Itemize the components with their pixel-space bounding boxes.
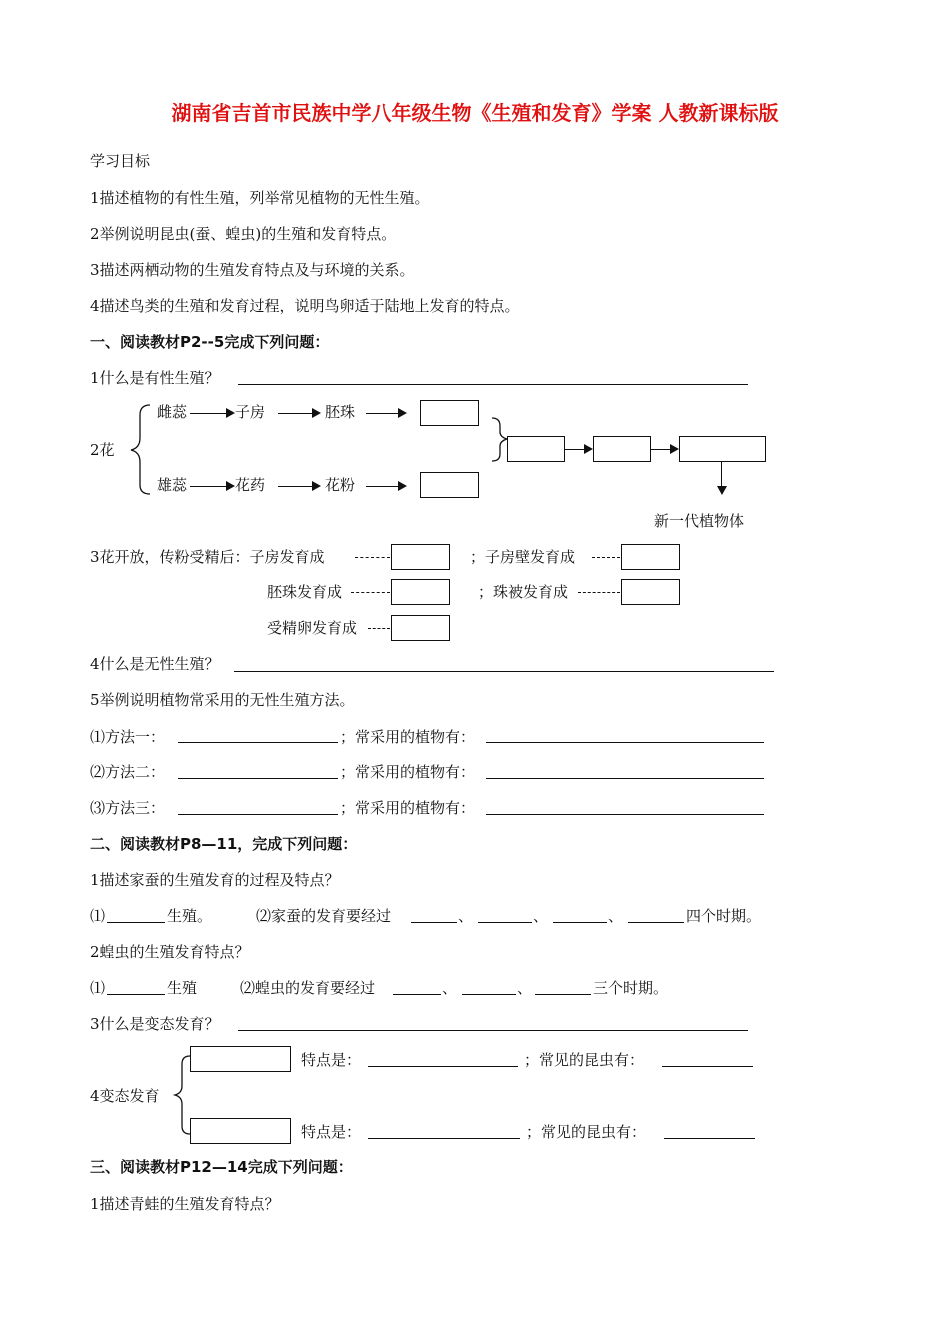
method-2-plants-label: ；常采用的植物有： [340,763,476,781]
feature-blank-1[interactable] [368,1066,518,1067]
answer-box-complete-metamorphosis[interactable] [190,1046,291,1072]
pollen-label: 花粉 [325,476,356,494]
s2-q2-b-pre: ⑵蝗虫的发育要经过 [240,979,376,997]
s2-q2-b-post: 三个时期。 [593,979,669,997]
common-insects-blank-2[interactable] [664,1138,755,1139]
new-plant-label: 新一代植物体 [654,512,745,530]
s2-q4-label: 4变态发育 [90,1087,160,1105]
objective-4: 4描述鸟类的生殖和发育过程，说明鸟卵适于陆地上发育的特点。 [90,297,520,315]
s1-q4: 4什么是无性生殖？ [90,655,220,673]
flower-label: 2花 [90,441,115,459]
common-insects-label-2: ；常见的昆虫有： [526,1123,647,1141]
s1-q3-integument: ；珠被发育成 [478,583,569,601]
answer-box-incomplete-metamorphosis[interactable] [190,1118,291,1144]
section2-heading: 二、阅读教材P8—11，完成下列问题： [90,835,358,853]
s1-q3-ovary-wall: ；子房壁发育成 [470,548,576,566]
s2-q1: 1描述家蚕的生殖发育的过程及特点？ [90,871,340,889]
s2-q2: 2蝗虫的生殖发育特点？ [90,943,250,961]
objective-3: 3描述两栖动物的生殖发育特点及与环境的关系。 [90,261,415,279]
s2-q3: 3什么是变态发育？ [90,1015,220,1033]
s1-q5: 5举例说明植物常采用的无性生殖方法。 [90,691,355,709]
feature-blank-2[interactable] [368,1138,520,1139]
ovary-label: 子房 [235,403,266,421]
s3-q1: 1描述青蛙的生殖发育特点？ [90,1195,280,1213]
separator: 、 [442,979,458,997]
s2-q2-a-pre: ⑴ [90,979,106,997]
common-insects-label-1: ；常见的昆虫有： [524,1051,645,1069]
objectives-heading: 学习目标 [90,152,151,170]
ovule-label: 胚珠 [325,403,356,421]
anther-label: 花药 [235,476,266,494]
separator: 、 [533,907,549,925]
objective-2: 2举例说明昆虫(蚕、蝗虫)的生殖和发育特点。 [90,225,397,243]
separator: 、 [458,907,474,925]
pistil-label: 雌蕊 [157,403,188,421]
separator: 、 [517,979,533,997]
separator: 、 [608,907,624,925]
stamen-label: 雄蕊 [157,476,188,494]
feature-label-2: 特点是： [301,1123,362,1141]
method-1-plants-label: ；常采用的植物有： [340,728,476,746]
method-3-label: ⑶方法三： [90,799,166,817]
s1-q1: 1什么是有性生殖？ [90,369,220,387]
s2-q1-a-post: 生殖。 [167,907,213,925]
s1-q3-zygote: 受精卵发育成 [267,619,358,637]
section1-heading: 一、阅读教材P2--5完成下列问题： [90,333,330,351]
s2-q1-b-post: 四个时期。 [686,907,762,925]
s2-q1-b-pre: ⑵家蚕的发育要经过 [256,907,392,925]
feature-label-1: 特点是： [301,1051,362,1069]
s1-q3-ovary: 3花开放，传粉受精后：子房发育成 [90,548,325,566]
method-2-label: ⑵方法二： [90,763,166,781]
page-title: 湖南省吉首市民族中学八年级生物《生殖和发育》学案 人教新课标版 [171,101,779,125]
objective-1: 1描述植物的有性生殖，列举常见植物的无性生殖。 [90,189,430,207]
s1-q3-ovule: 胚珠发育成 [267,583,343,601]
method-1-label: ⑴方法一： [90,728,166,746]
method-3-plants-label: ；常采用的植物有： [340,799,476,817]
section3-heading: 三、阅读教材P12—14完成下列问题： [90,1158,353,1176]
common-insects-blank-1[interactable] [662,1066,753,1067]
s2-q2-a-post: 生殖 [167,979,198,997]
s2-q1-a-pre: ⑴ [90,907,106,925]
